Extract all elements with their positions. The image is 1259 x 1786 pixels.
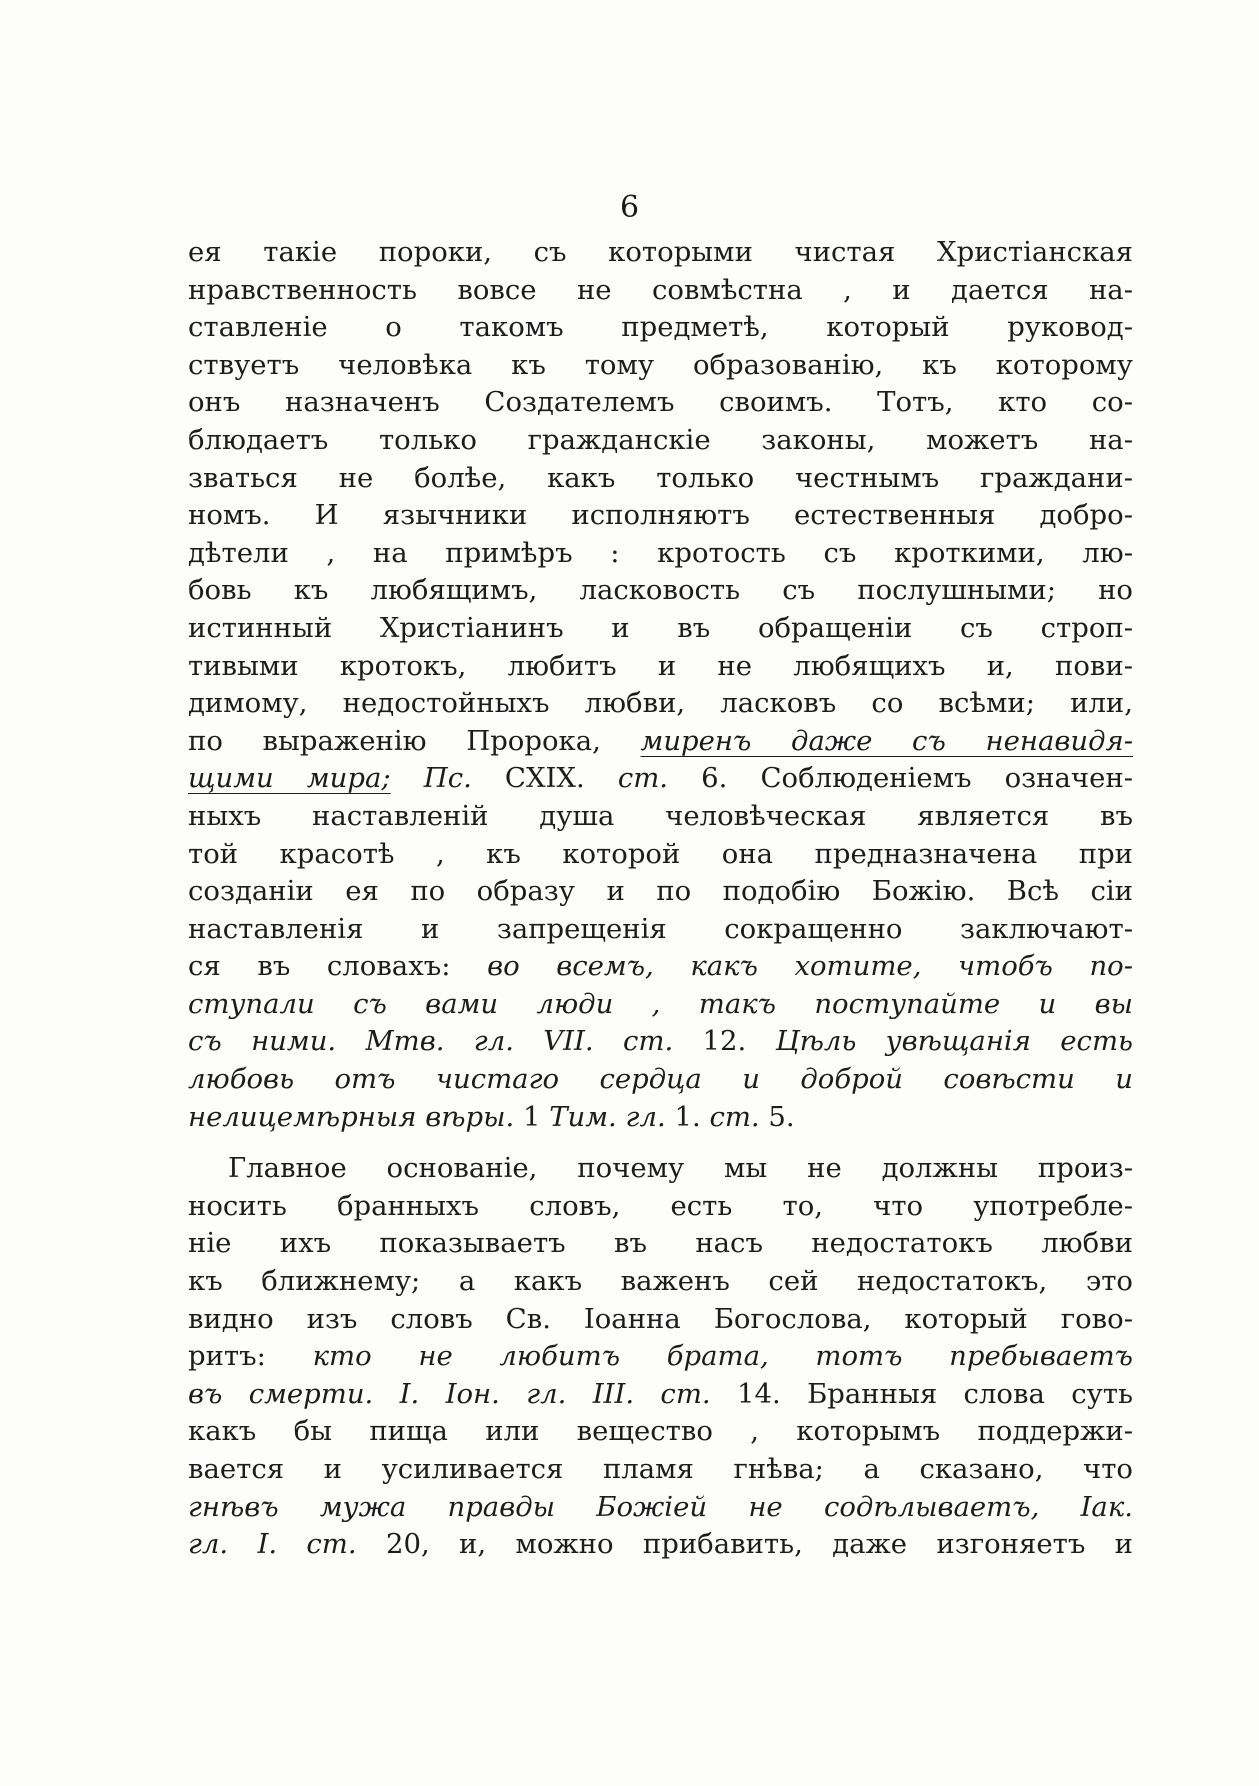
text-line	[188, 309, 1133, 347]
page-number: 6	[619, 190, 640, 225]
italic-text: во всемъ, какъ хотите, чтобъ по-	[487, 950, 1134, 983]
italic-text: Пс.	[423, 762, 472, 795]
italic-text: ст.	[617, 762, 669, 795]
text-line	[188, 1413, 1133, 1451]
text-line	[188, 497, 1133, 535]
text-line	[188, 648, 1133, 686]
text-line	[188, 1150, 1133, 1188]
italic-text: гл. I. ст.	[188, 1528, 357, 1561]
text-segment: созданіи ея по образу и по подобію Божію. Всѣ сіи	[188, 875, 1133, 908]
text-line	[188, 347, 1133, 385]
text-segment: ставленіе о такомъ предметѣ, который руковод-	[188, 311, 1133, 344]
text-segment: къ ближнему; а какъ важенъ сей недостатокъ, это	[188, 1265, 1133, 1298]
text-segment: 14. Бранныя слова суть	[710, 1377, 1133, 1410]
text-line	[188, 1023, 1133, 1061]
text-segment: нравственность вовсе не совмѣстна , и дается на-	[188, 273, 1133, 306]
italic-text: миренъ даже съ ненавидя-	[640, 724, 1133, 757]
paragraph	[188, 1150, 1133, 1564]
text-line	[188, 1451, 1133, 1489]
text-segment: видно изъ словъ Св. Іоанна Богослова, который гово-	[188, 1302, 1133, 1335]
text-segment: CXIX.	[471, 762, 618, 795]
italic-text: нелицемѣрныя вѣры.	[188, 1100, 515, 1133]
text-segment: зваться не болѣе, какъ только честнымъ граждани-	[188, 461, 1133, 494]
text-segment: тивыми кротокъ, любитъ и не любящихъ и, пови-	[188, 649, 1133, 682]
text-segment: 1.	[665, 1100, 710, 1133]
text-segment: ритъ:	[188, 1340, 313, 1373]
text-segment: ствуетъ человѣка къ тому образованію, къ которому	[188, 348, 1133, 381]
text-line	[188, 873, 1133, 911]
text-segment: Главное основаніе, почему мы не должны произ-	[228, 1152, 1133, 1185]
text-segment: по выраженію Пророка,	[188, 724, 641, 757]
paragraph-gap	[188, 1136, 1133, 1150]
text-segment: димому, недостойныхъ любви, ласковъ со всѣми; или,	[188, 687, 1133, 720]
italic-text: ст.	[709, 1100, 760, 1133]
text-segment: онъ назначенъ Создателемъ своимъ. Тотъ, кто со-	[188, 386, 1133, 419]
text-segment: номъ. И язычники исполняютъ естественныя добро-	[188, 499, 1133, 532]
text-line	[188, 234, 1133, 272]
text-line	[188, 1376, 1133, 1414]
text-segment: дѣтели , на примѣръ : кротость съ кроткими, лю-	[188, 536, 1133, 569]
text-segment: 20, и, можно прибавить, даже изгоняетъ и	[356, 1528, 1133, 1561]
text-line	[188, 1301, 1133, 1339]
text-segment: ея такіе пороки, съ которыми чистая Христіанская	[188, 236, 1133, 268]
text-line	[188, 986, 1133, 1024]
text-line	[188, 384, 1133, 422]
text-line	[188, 460, 1133, 498]
text-segment: вается и усиливается пламя гнѣва; а сказано, что	[188, 1453, 1133, 1485]
italic-text: щими мира;	[188, 762, 391, 795]
text-line	[188, 798, 1133, 836]
text-line	[188, 1263, 1133, 1301]
text-segment: истинный Христіанинъ и въ обращеніи съ строп-	[188, 611, 1133, 644]
text-line	[188, 572, 1133, 610]
italic-text: гнѣвъ мужа правды Божіей не содѣлываетъ, Іак.	[188, 1490, 1133, 1523]
text-line	[188, 760, 1133, 798]
text-segment: 6. Соблюденіемъ означен-	[668, 762, 1133, 795]
text-segment: 12.	[673, 1025, 776, 1058]
text-segment: бовь къ любящимъ, ласковость съ послушными; но	[188, 574, 1133, 607]
text-line	[188, 836, 1133, 874]
text-line	[188, 1338, 1133, 1376]
text-line	[188, 272, 1133, 310]
text-line	[188, 1099, 1133, 1137]
paragraph	[188, 234, 1133, 1136]
text-line	[188, 1225, 1133, 1263]
text-line	[188, 535, 1133, 573]
text-segment: ныхъ наставленій душа человѣческая является въ	[188, 799, 1133, 832]
text-line	[188, 1188, 1133, 1226]
text-segment: ся въ словахъ:	[188, 950, 488, 983]
text-segment: 5.	[759, 1100, 795, 1133]
text-segment: наставленія и запрещенія сокращенно заключают-	[188, 912, 1133, 945]
body-text	[188, 234, 1133, 1564]
text-line	[188, 948, 1133, 986]
italic-text: кто не любитъ брата, тотъ пребываетъ	[312, 1340, 1133, 1373]
text-line	[188, 422, 1133, 460]
text-line	[188, 685, 1133, 723]
text-line	[188, 911, 1133, 949]
text-segment: ніе ихъ показываетъ въ насъ недостатокъ любви	[188, 1227, 1133, 1260]
text-segment: блюдаетъ только гражданскіе законы, можетъ на-	[188, 423, 1133, 456]
italic-text: Цѣль увѣщанія есть	[775, 1025, 1134, 1058]
italic-text: любовь отъ чистаго сердца и доброй совѣсти и	[188, 1063, 1133, 1096]
text-line	[188, 1061, 1133, 1099]
text-segment: 1	[514, 1100, 550, 1133]
text-line	[188, 1526, 1133, 1564]
text-line	[188, 610, 1133, 648]
italic-text: ступали съ вами люди , такъ поступайте и вы	[188, 987, 1133, 1020]
text-line	[188, 723, 1133, 761]
text-line	[188, 1489, 1133, 1527]
italic-text: съ ними. Мтв. гл. VII. ст.	[188, 1025, 674, 1058]
italic-text: Тим. гл.	[549, 1100, 666, 1133]
text-segment: какъ бы пища или вещество , которымъ поддержи-	[188, 1415, 1133, 1448]
italic-text: въ смерти. I. Іон. гл. III. ст.	[188, 1377, 711, 1410]
text-segment: носить бранныхъ словъ, есть то, что употребле-	[188, 1189, 1133, 1222]
text-segment: той красотѣ , къ которой она предназначена при	[188, 837, 1133, 870]
text-segment	[391, 762, 424, 794]
